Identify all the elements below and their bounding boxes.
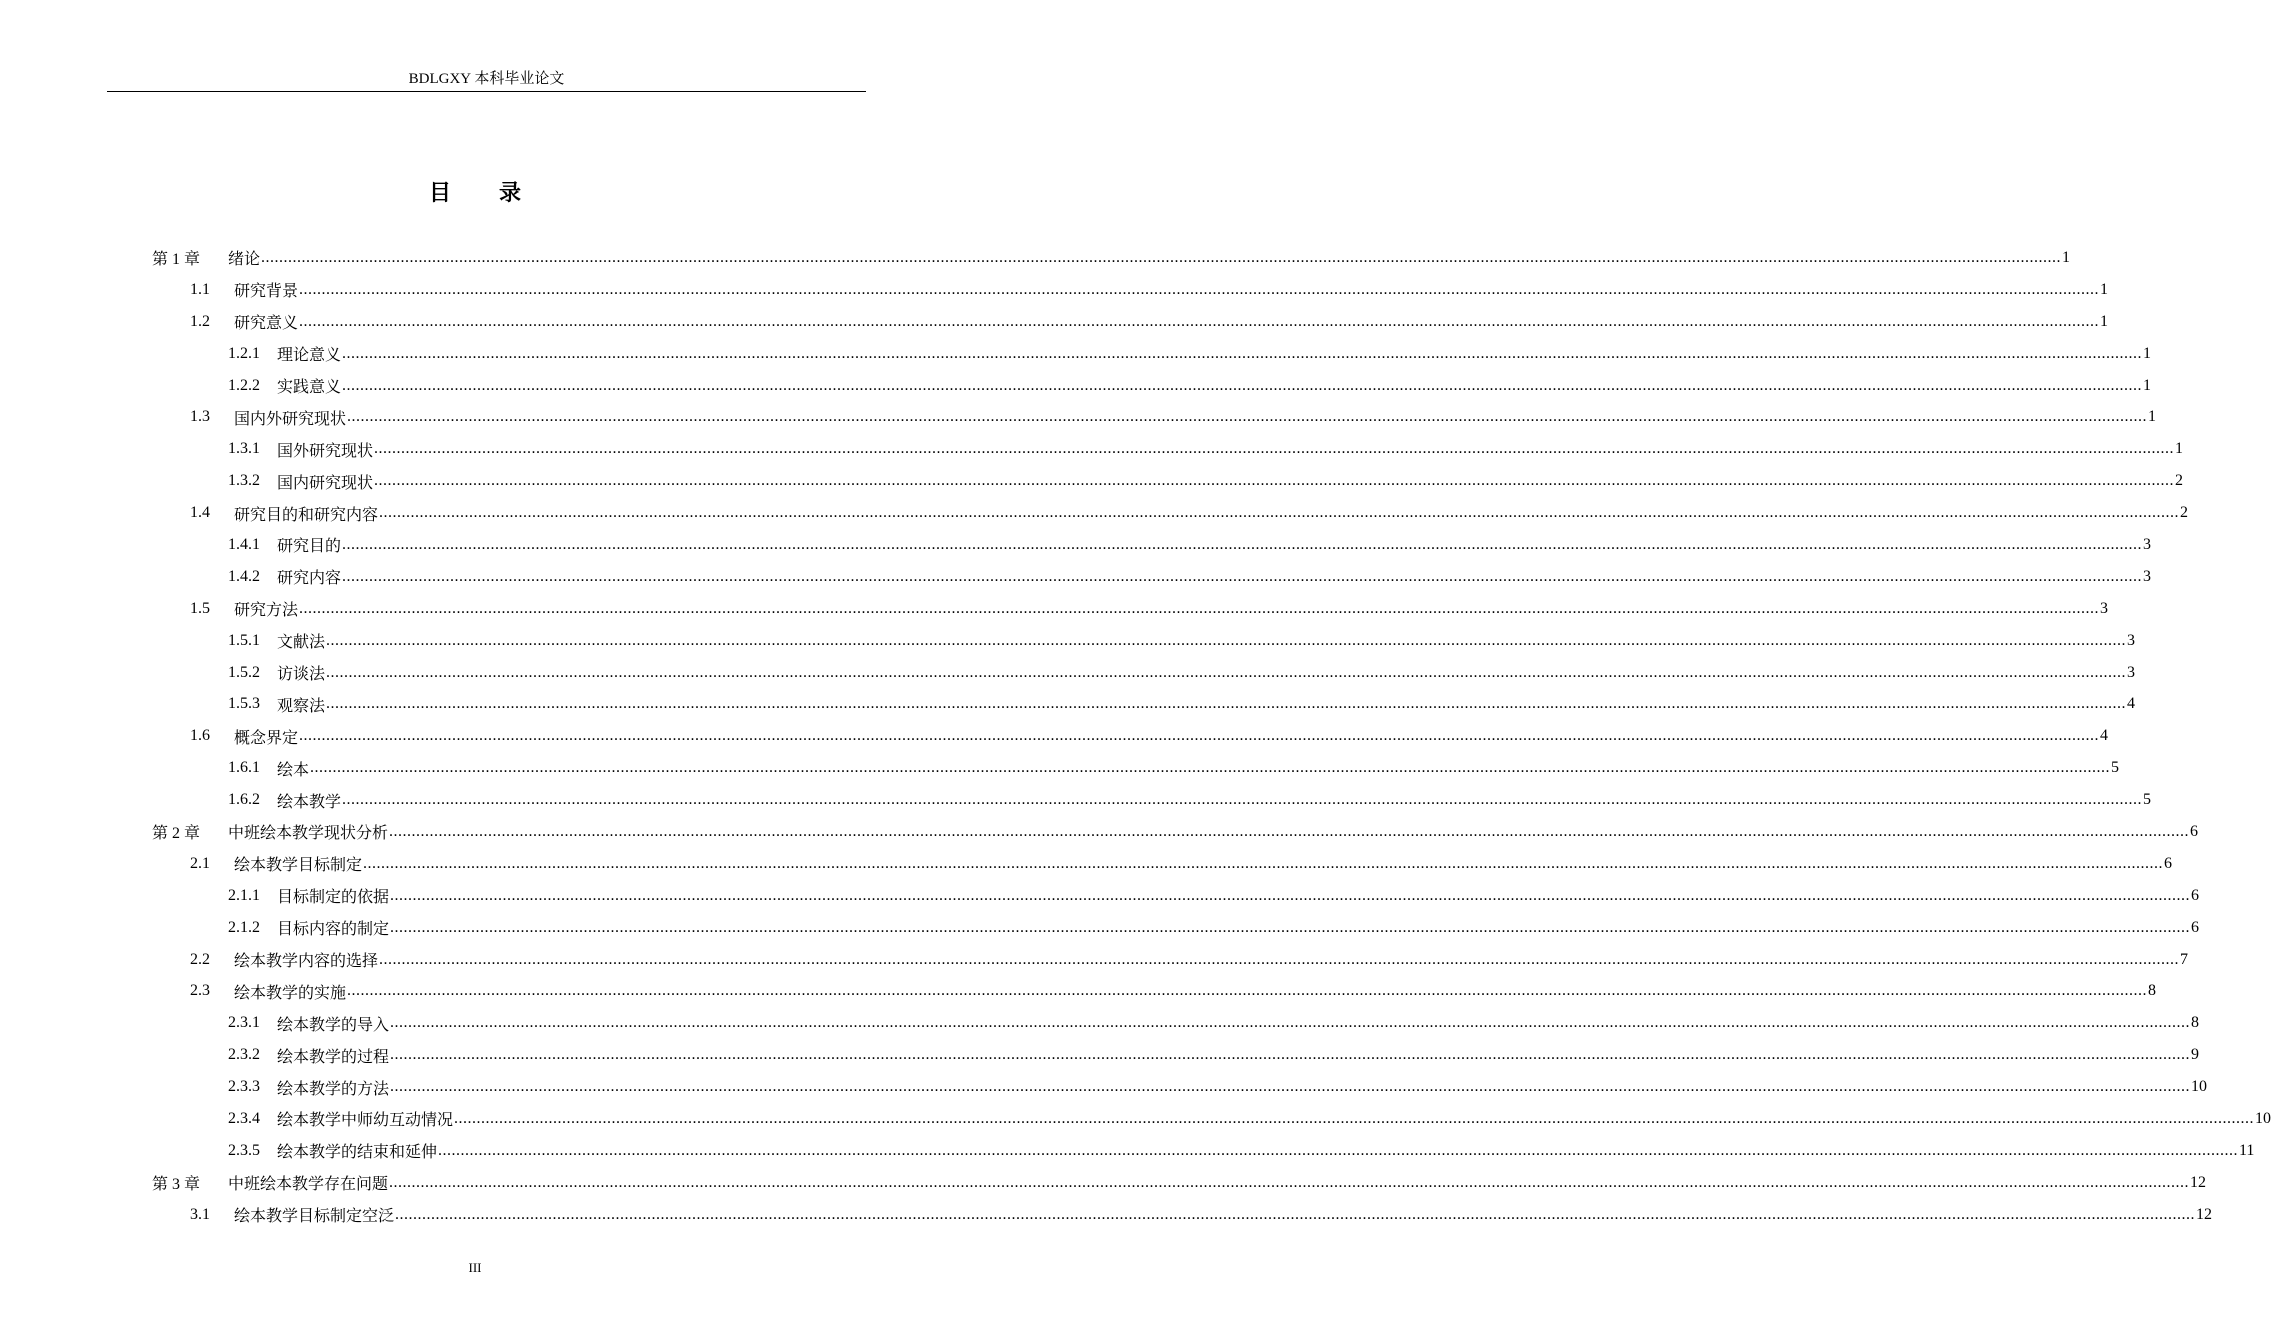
- toc-entry[interactable]: [0, 816, 2199, 848]
- toc-entry-number: 2.3.1: [228, 1014, 260, 1032]
- toc-entry-title: 概念界定: [234, 729, 299, 747]
- toc-leader-dots: ................................................................................................................................................................................................................................................................................................................................................................................................................: [299, 312, 2100, 330]
- toc-entry-title: 文献法: [277, 634, 326, 652]
- toc-entry-title: 绘本教学的结束和延伸: [277, 1144, 438, 1162]
- toc-entry[interactable]: [0, 497, 2189, 529]
- toc-entry[interactable]: [0, 338, 2152, 370]
- toc-title: 目录: [428, 181, 569, 206]
- toc-entry-page: 12: [2196, 1205, 2213, 1223]
- toc-entry-page: 8: [2191, 1014, 2200, 1032]
- toc-leader-dots: ................................................................................................................................................................................................................................................................................................................................................................................................................: [363, 854, 2164, 872]
- toc-entry[interactable]: [0, 912, 2200, 944]
- toc-entry-title: 绪论: [228, 249, 261, 269]
- toc-entry-number: 第 2 章: [152, 825, 201, 843]
- toc-entry-number: 1.2.1: [228, 344, 260, 362]
- toc-entry-page: 1: [2143, 376, 2152, 394]
- toc-entry-number: 2.3: [190, 982, 210, 1000]
- toc-entry-number: 1.3.2: [228, 472, 260, 490]
- toc-entry-title: 实践意义: [277, 379, 342, 396]
- toc-entry-number: 1.3.1: [228, 440, 260, 458]
- toc-entry-number: 1.5.1: [228, 631, 260, 649]
- toc-entry-page: 3: [2127, 631, 2136, 649]
- toc-entry[interactable]: [0, 242, 2071, 274]
- toc-entry-page: 6: [2190, 822, 2199, 840]
- toc-entry-number: 1.3: [190, 408, 210, 426]
- toc-entry-page: 4: [2100, 727, 2109, 745]
- toc-entry[interactable]: [0, 433, 2184, 465]
- toc-entry[interactable]: [0, 306, 2109, 338]
- toc-leader-dots: ................................................................................................................................................................................................................................................................................................................................................................................................................: [389, 822, 2190, 840]
- toc-entry-page: 6: [2191, 918, 2200, 936]
- toc-entry[interactable]: [0, 784, 2152, 816]
- toc-entry-number: 2.1.1: [228, 886, 260, 904]
- toc-entry-number: 1.4.1: [228, 535, 260, 553]
- toc-entry-page: 4: [2127, 695, 2136, 713]
- toc-entry-number: 1.1: [190, 280, 210, 298]
- toc-entry-title: 研究目的和研究内容: [234, 506, 379, 524]
- toc-entry-page: 7: [2180, 950, 2189, 968]
- toc-leader-dots: ................................................................................................................................................................................................................................................................................................................................................................................................................: [299, 599, 2100, 617]
- toc-leader-dots: ................................................................................................................................................................................................................................................................................................................................................................................................................: [342, 376, 2143, 394]
- toc-entry-number: 1.4: [190, 504, 210, 522]
- toc-entry[interactable]: [0, 274, 2109, 306]
- toc-entry-page: 2: [2180, 504, 2189, 522]
- toc-entry-page: 1: [2100, 280, 2109, 298]
- toc-entry-page: 1: [2100, 312, 2109, 330]
- toc-entry[interactable]: [0, 370, 2152, 402]
- toc-entry[interactable]: [0, 657, 2136, 689]
- toc-leader-dots: ................................................................................................................................................................................................................................................................................................................................................................................................................: [379, 950, 2180, 968]
- toc-entry[interactable]: [0, 720, 2109, 752]
- toc-leader-dots: ................................................................................................................................................................................................................................................................................................................................................................................................................: [347, 408, 2148, 426]
- toc-entry-title: 国内外研究现状: [234, 410, 347, 428]
- toc-leader-dots: ................................................................................................................................................................................................................................................................................................................................................................................................................: [374, 440, 2175, 458]
- toc-entry-title: 绘本教学目标制定空泛: [234, 1208, 395, 1226]
- toc-entry-number: 2.2: [190, 950, 210, 968]
- toc-leader-dots: ................................................................................................................................................................................................................................................................................................................................................................................................................: [299, 280, 2100, 298]
- toc-entry[interactable]: [0, 465, 2184, 497]
- toc-entry-page: 11: [2239, 1141, 2255, 1159]
- toc-entry-title: 绘本教学目标制定: [234, 857, 363, 875]
- toc-entry[interactable]: [0, 688, 2136, 720]
- toc-entry[interactable]: [0, 593, 2109, 625]
- toc-entry[interactable]: [0, 848, 2173, 880]
- toc-entry-page: 6: [2164, 854, 2173, 872]
- toc-entry[interactable]: [0, 752, 2120, 784]
- toc-entry-page: 10: [2255, 1109, 2271, 1127]
- toc-entry[interactable]: [0, 401, 2157, 433]
- toc-entry-title: 绘本教学的实施: [234, 984, 347, 1002]
- toc-leader-dots: ................................................................................................................................................................................................................................................................................................................................................................................................................: [379, 504, 2180, 522]
- toc-entry-number: 2.1: [190, 854, 210, 872]
- toc-entry-title: 国内研究现状: [277, 474, 374, 492]
- toc-entry[interactable]: [0, 529, 2152, 561]
- toc-entry-page: 1: [2175, 440, 2184, 458]
- page-header: BDLGXY 本科毕业论文: [408, 71, 565, 87]
- toc-entry-title: 目标制定的依据: [277, 889, 390, 907]
- toc-entry-title: 绘本教学的过程: [277, 1048, 390, 1066]
- toc-entry-title: 研究内容: [277, 570, 342, 588]
- toc-entry-number: 1.6.2: [228, 791, 260, 809]
- toc-entry-number: 1.4.2: [228, 567, 260, 585]
- toc-entry-title: 绘本教学的方法: [277, 1080, 390, 1098]
- toc-leader-dots: ................................................................................................................................................................................................................................................................................................................................................................................................................: [299, 727, 2100, 745]
- toc-leader-dots: ................................................................................................................................................................................................................................................................................................................................................................................................................: [342, 791, 2143, 809]
- page-number: III: [468, 1260, 482, 1275]
- toc-entry-number: 2.3.4: [228, 1109, 260, 1127]
- toc-entry-number: 2.3.5: [228, 1141, 260, 1159]
- toc-entry-title: 研究意义: [234, 315, 299, 333]
- toc-entry-page: 5: [2111, 759, 2120, 777]
- toc-entry[interactable]: [0, 1135, 2255, 1167]
- toc-entry-number: 1.2: [190, 312, 210, 330]
- toc-leader-dots: ................................................................................................................................................................................................................................................................................................................................................................................................................: [326, 631, 2127, 649]
- toc-entry-page: 3: [2143, 535, 2152, 553]
- toc-leader-dots: ................................................................................................................................................................................................................................................................................................................................................................................................................: [389, 1173, 2190, 1191]
- toc-entry-page: 6: [2191, 886, 2200, 904]
- toc-leader-dots: ................................................................................................................................................................................................................................................................................................................................................................................................................: [454, 1109, 2255, 1127]
- toc-leader-dots: ................................................................................................................................................................................................................................................................................................................................................................................................................: [390, 1014, 2191, 1032]
- toc-leader-dots: ................................................................................................................................................................................................................................................................................................................................................................................................................: [347, 982, 2148, 1000]
- toc-leader-dots: ................................................................................................................................................................................................................................................................................................................................................................................................................: [390, 1046, 2191, 1064]
- toc-entry[interactable]: [0, 625, 2136, 657]
- toc-entry-title: 中班绘本教学存在问题: [228, 1174, 389, 1194]
- toc-leader-dots: ................................................................................................................................................................................................................................................................................................................................................................................................................: [374, 472, 2175, 490]
- toc-entry-page: 3: [2143, 567, 2152, 585]
- toc-entry-title: 中班绘本教学现状分析: [228, 823, 389, 843]
- toc-entry-page: 1: [2148, 408, 2157, 426]
- toc-leader-dots: ................................................................................................................................................................................................................................................................................................................................................................................................................: [261, 248, 2062, 266]
- toc-leader-dots: ................................................................................................................................................................................................................................................................................................................................................................................................................: [395, 1205, 2196, 1223]
- toc-entry-title: 研究目的: [277, 538, 342, 556]
- toc-entry[interactable]: [0, 1103, 2271, 1135]
- toc-entry-number: 1.5.2: [228, 663, 260, 681]
- toc-entry-title: 国外研究现状: [277, 442, 374, 460]
- toc-entry-title: 绘本教学中师幼互动情况: [277, 1112, 454, 1130]
- toc-leader-dots: ................................................................................................................................................................................................................................................................................................................................................................................................................: [326, 695, 2127, 713]
- toc-entry[interactable]: [0, 1167, 2207, 1199]
- toc-entry-number: 第 1 章: [152, 251, 201, 269]
- toc-entry-page: 1: [2062, 248, 2071, 266]
- toc-entry-title: 访谈法: [277, 666, 326, 684]
- toc-leader-dots: ................................................................................................................................................................................................................................................................................................................................................................................................................: [342, 535, 2143, 553]
- toc-leader-dots: ................................................................................................................................................................................................................................................................................................................................................................................................................: [390, 1078, 2191, 1096]
- toc-entry-title: 理论意义: [277, 347, 342, 365]
- toc-entry-page: 8: [2148, 982, 2157, 1000]
- toc-leader-dots: ................................................................................................................................................................................................................................................................................................................................................................................................................: [390, 918, 2191, 936]
- toc-entry-number: 2.3.3: [228, 1078, 260, 1096]
- toc-entry-page: 1: [2143, 344, 2152, 362]
- toc-entry-number: 3.1: [190, 1205, 210, 1223]
- toc-entry-title: 绘本教学内容的选择: [234, 953, 379, 971]
- toc-entry-number: 1.5: [190, 599, 210, 617]
- toc-leader-dots: ................................................................................................................................................................................................................................................................................................................................................................................................................: [310, 759, 2111, 777]
- toc-entry[interactable]: [0, 1199, 2213, 1231]
- toc-entry[interactable]: [0, 944, 2189, 976]
- toc-entry-page: 3: [2127, 663, 2136, 681]
- toc-entry-title: 目标内容的制定: [277, 921, 390, 939]
- toc-entry-title: 绘本教学的导入: [277, 1016, 390, 1034]
- toc-entry-page: 2: [2175, 472, 2184, 490]
- toc-entry-page: 3: [2100, 599, 2109, 617]
- toc-entry-number: 1.6.1: [228, 759, 260, 777]
- toc-entry-number: 2.3.2: [228, 1046, 260, 1064]
- toc-entry-number: 第 3 章: [152, 1176, 201, 1194]
- toc-leader-dots: ................................................................................................................................................................................................................................................................................................................................................................................................................: [342, 344, 2143, 362]
- toc-leader-dots: ................................................................................................................................................................................................................................................................................................................................................................................................................: [390, 886, 2191, 904]
- toc-entry-title: 绘本教学: [277, 793, 342, 811]
- toc-list: [0, 242, 2271, 1231]
- toc-entry-number: 1.5.3: [228, 695, 260, 713]
- toc-entry-page: 10: [2191, 1078, 2208, 1096]
- toc-entry-number: 2.1.2: [228, 918, 260, 936]
- toc-entry-number: 1.6: [190, 727, 210, 745]
- toc-entry[interactable]: [0, 561, 2152, 593]
- toc-leader-dots: ................................................................................................................................................................................................................................................................................................................................................................................................................: [326, 663, 2127, 681]
- toc-leader-dots: ................................................................................................................................................................................................................................................................................................................................................................................................................: [438, 1141, 2239, 1159]
- toc-entry-number: 1.2.2: [228, 376, 260, 394]
- toc-leader-dots: ................................................................................................................................................................................................................................................................................................................................................................................................................: [342, 567, 2143, 585]
- toc-entry-title: 研究方法: [234, 602, 299, 620]
- toc-entry-title: 绘本: [277, 761, 310, 779]
- toc-entry[interactable]: [0, 1071, 2208, 1103]
- toc-entry-title: 研究背景: [234, 283, 299, 301]
- toc-entry[interactable]: [0, 880, 2200, 912]
- toc-entry-page: 5: [2143, 791, 2152, 809]
- toc-entry[interactable]: [0, 1039, 2200, 1071]
- toc-entry-title: 观察法: [277, 697, 326, 715]
- toc-entry-page: 9: [2191, 1046, 2200, 1064]
- toc-entry[interactable]: [0, 975, 2157, 1007]
- toc-entry[interactable]: [0, 1007, 2200, 1039]
- toc-entry-page: 12: [2190, 1173, 2207, 1191]
- header-rule: [107, 91, 866, 92]
